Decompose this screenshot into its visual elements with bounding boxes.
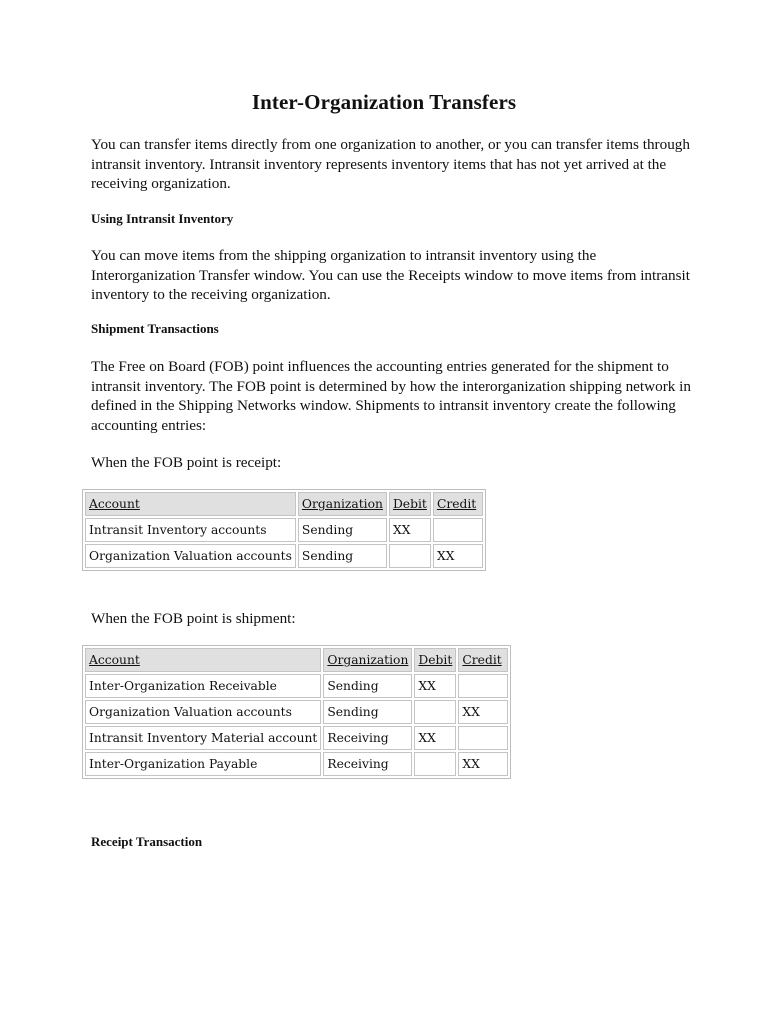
heading-using-intransit-inventory: Using Intransit Inventory xyxy=(91,211,234,226)
fob-shipment-table xyxy=(82,645,511,779)
cell-organization: Sending xyxy=(323,700,412,724)
column-header-credit: Credit xyxy=(458,648,508,672)
cell-credit xyxy=(458,726,508,750)
column-header-account: Account xyxy=(85,492,296,516)
cell-debit xyxy=(414,752,456,776)
page-title: Inter-Organization Transfers xyxy=(251,90,517,114)
column-header-debit: Debit xyxy=(414,648,456,672)
cell-credit: XX xyxy=(433,544,483,568)
table-header-row xyxy=(85,648,508,672)
column-header-credit: Credit xyxy=(433,492,483,516)
cell-organization: Receiving xyxy=(323,726,412,750)
table-row xyxy=(85,726,508,750)
cell-debit xyxy=(414,700,456,724)
intransit-paragraph: You can move items from the shipping organization to intransit inventory using the Interorganization Transfer window. You can use the Receipts window to move items from intransit inventory to the receiving organization. xyxy=(91,247,690,303)
cell-credit xyxy=(433,518,483,542)
column-header-organization: Organization xyxy=(323,648,412,672)
cell-account: Intransit Inventory accounts xyxy=(85,518,296,542)
table-row xyxy=(85,544,483,568)
table-header-row xyxy=(85,492,483,516)
cell-organization: Sending xyxy=(323,674,412,698)
column-header-organization: Organization xyxy=(298,492,387,516)
cell-credit xyxy=(458,674,508,698)
cell-debit: XX xyxy=(389,518,431,542)
cell-credit: XX xyxy=(458,752,508,776)
column-header-account: Account xyxy=(85,648,321,672)
cell-account: Organization Valuation accounts xyxy=(85,544,296,568)
fob-receipt-table xyxy=(82,489,486,571)
cell-account: Inter-Organization Receivable xyxy=(85,674,321,698)
cell-credit: XX xyxy=(458,700,508,724)
cell-debit: XX xyxy=(414,674,456,698)
column-header-debit: Debit xyxy=(389,492,431,516)
cell-debit xyxy=(389,544,431,568)
table-row xyxy=(85,752,508,776)
cell-account: Inter-Organization Payable xyxy=(85,752,321,776)
fob-shipment-label: When the FOB point is shipment: xyxy=(91,610,296,627)
cell-account: Intransit Inventory Material account xyxy=(85,726,321,750)
table-row xyxy=(85,518,483,542)
cell-organization: Sending xyxy=(298,518,387,542)
intro-paragraph: You can transfer items directly from one organization to another, or you can transfer items through intransit inventory. Intransit inventory represents inventory items that has not yet arrived at the receiving organization. xyxy=(91,136,690,192)
cell-organization: Receiving xyxy=(323,752,412,776)
table-row xyxy=(85,700,508,724)
heading-receipt-transaction: Receipt Transaction xyxy=(91,834,203,849)
cell-debit: XX xyxy=(414,726,456,750)
table-row xyxy=(85,674,508,698)
cell-organization: Sending xyxy=(298,544,387,568)
fob-receipt-label: When the FOB point is receipt: xyxy=(91,454,282,471)
cell-account: Organization Valuation accounts xyxy=(85,700,321,724)
heading-shipment-transactions: Shipment Transactions xyxy=(91,321,219,336)
shipment-paragraph: The Free on Board (FOB) point influences the accounting entries generated for the shipment to intransit inventory. The FOB point is determined by how the interorganization shipping network in defined in the Shipping Networks window. Shipments to intransit inventory create the following accounting entries: xyxy=(91,358,691,434)
